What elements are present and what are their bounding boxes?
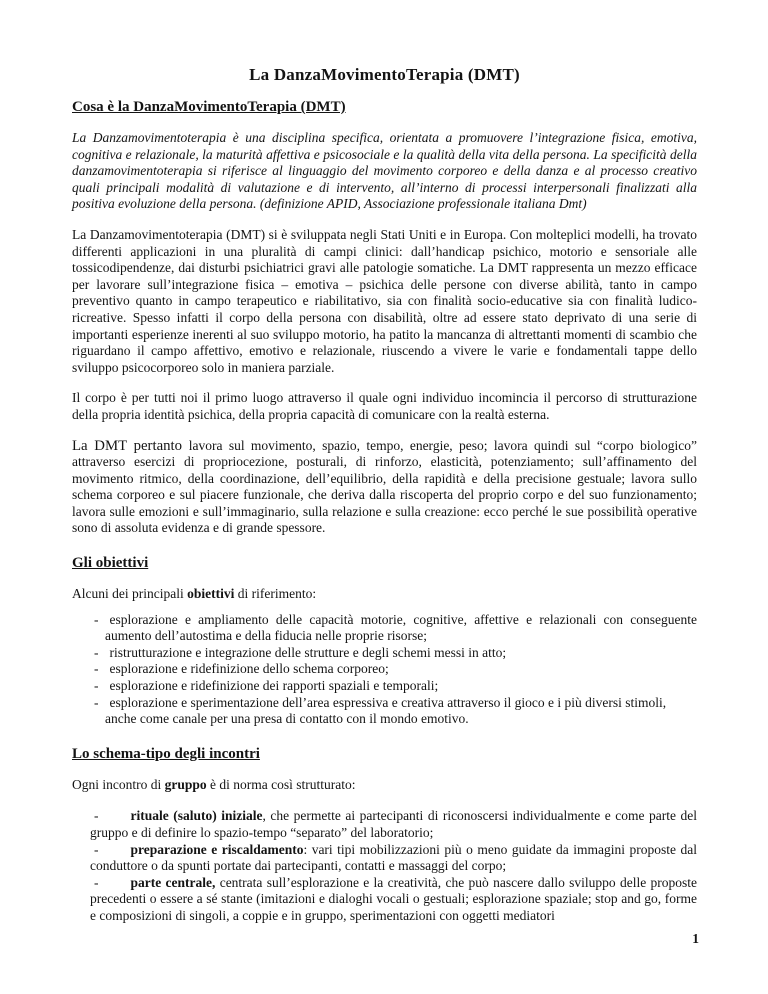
objectives-lead: Alcuni dei principali obiettivi di riferimento:	[72, 586, 317, 602]
schema-list-item	[72, 842, 697, 875]
bullet-dash: -	[94, 678, 99, 694]
bullet-dash: -	[94, 874, 99, 890]
objectives-list	[72, 612, 697, 728]
list-item-text: esplorazione e ridefinizione dei rapporti spaziali e temporali;	[109, 678, 439, 694]
list-item-text: esplorazione e ampliamento delle capacità motorie, cognitive, affettive e relazionali con conseguente aumento dell’autostima e della fiducia nelle proprie risorse;	[105, 611, 697, 644]
schema-lead: Ogni incontro di gruppo è di norma così strutturato:	[72, 776, 356, 792]
schema-list-item	[72, 808, 697, 841]
list-item-text: ristrutturazione e integrazione delle strutture e degli schemi messi in atto;	[109, 644, 507, 660]
section-heading-schema: Lo schema-tipo degli incontri	[72, 745, 260, 762]
list-item-text: preparazione e riscaldamento: vari tipi mobilizzazioni più o meno guidate da immagini proposte dal conduttore o da spunti portate dai partecipanti, contatti e massaggi del corpo;	[90, 841, 697, 874]
bullet-dash: -	[94, 808, 99, 824]
objectives-list-item	[72, 661, 697, 678]
definition-paragraph: La Danzamovimentoterapia è una disciplina specifica, orientata a promuovere l’integrazione fisica, emotiva, cognitiva e relazionale, la maturità affettiva e psicosociale e la qualità della vita della persona. La specificità della danzamovimentoterapia si riferisce al linguaggio del movimento corporeo e della danza e al processo creativo quali principali modalità di valutazione e di intervento, all’interno di processi interpersonali finalizzati alla positiva evoluzione della persona. (definizione APID, Associazione professionale italiana Dmt)	[72, 130, 697, 212]
bullet-dash: -	[94, 661, 99, 677]
bullet-dash: -	[94, 611, 99, 627]
bullet-dash: -	[94, 644, 99, 660]
objectives-list-item	[72, 695, 697, 728]
schema-list-item	[72, 875, 697, 925]
bullet-dash: -	[94, 841, 99, 857]
paragraph-dmt-work: La DMT pertanto lavora sul movimento, spazio, tempo, energie, peso; lavora quindi sul “corpo biologico” attraverso esercizi di propriocezione, posturali, di rinforzo, elasticità, potenziamento; sull’affinamento del movimento ritmico, della coordinazione, dell’equilibrio, della rapidità e della precisione gestuale; lavora sullo schema corporeo e sul piacere funzionale, che deriva dalla riscoperta del proprio corpo e del suo funzionamento; lavora sulle emozioni e sull’immaginario, sulla relazione e sulla creazione: ecco perché le sue possibilità operative sono di assoluta evidenza e di grande spessore.	[72, 437, 697, 536]
paragraph-body-identity: Il corpo è per tutti noi il primo luogo attraverso il quale ogni individuo incomincia il percorso di strutturazione della propria identità psichica, della propria capacità di comunicare con la realtà esterna.	[72, 390, 697, 422]
objectives-list-item	[72, 645, 697, 662]
list-item-text: parte centrale, centrata sull’esplorazione e la creatività, che può nascere dallo sviluppo delle proposte precedenti o essere a sé stante (imitazioni e dialoghi vocali o gestuali; esplorazione spaziale; stop and go, forme e composizioni di singoli, a coppie e in gruppo, sperimentazioni con oggetti mediatori	[90, 874, 697, 923]
list-item-text: esplorazione e sperimentazione dell’area espressiva e creativa attraverso il gioco e i più diversi stimoli, anche come canale per una presa di contatto con il mondo emotivo.	[105, 694, 667, 727]
schema-list	[72, 808, 697, 924]
list-item-text: rituale (saluto) iniziale, che permette ai partecipanti di riconoscersi individualmente e come parte del gruppo e di definire lo spazio-tempo “separato” del laboratorio;	[90, 808, 698, 840]
bullet-dash: -	[94, 694, 99, 710]
page-number: 1	[692, 931, 699, 946]
section-heading-cosa: Cosa è la DanzaMovimentoTerapia (DMT)	[72, 99, 346, 115]
list-item-text: esplorazione e ridefinizione dello schema corporeo;	[109, 661, 389, 677]
document-title: La DanzaMovimentoTerapia (DMT)	[249, 65, 520, 84]
objectives-list-item	[72, 612, 697, 645]
objectives-list-item	[72, 678, 697, 695]
section-heading-obiettivi: Gli obiettivi	[72, 555, 149, 572]
paragraph-development: La Danzamovimentoterapia (DMT) si è sviluppata negli Stati Uniti e in Europa. Con molteplici modelli, ha trovato differenti applicazioni in una pluralità di campi clinici: dall’handicap psichico, motorio e sensoriale alle tossicodipendenze, dai disturbi psichiatrici gravi alle patologie somatiche. La DMT rappresenta un mezzo efficace per lavorare sull’integrazione fisica – emotiva – psichica delle persone con diverse abilità, tanto in campo preventivo quanto in campo terapeutico e riabilitativo, sia con finalità socio-educative sia con finalità ludico-ricreative. Spesso infatti il corpo della persona con disabilità, oltre ad essere stato deprivato di una serie di importanti esperienze inerenti al suo sviluppo motorio, ha patito la mancanza di altrettanti momenti di scambio che riguardano il campo affettivo, emotivo e relazionale, riuscendo a vivere le varie e fondamentali tappe dello sviluppo psicocorporeo solo in maniera parziale.	[72, 226, 697, 375]
